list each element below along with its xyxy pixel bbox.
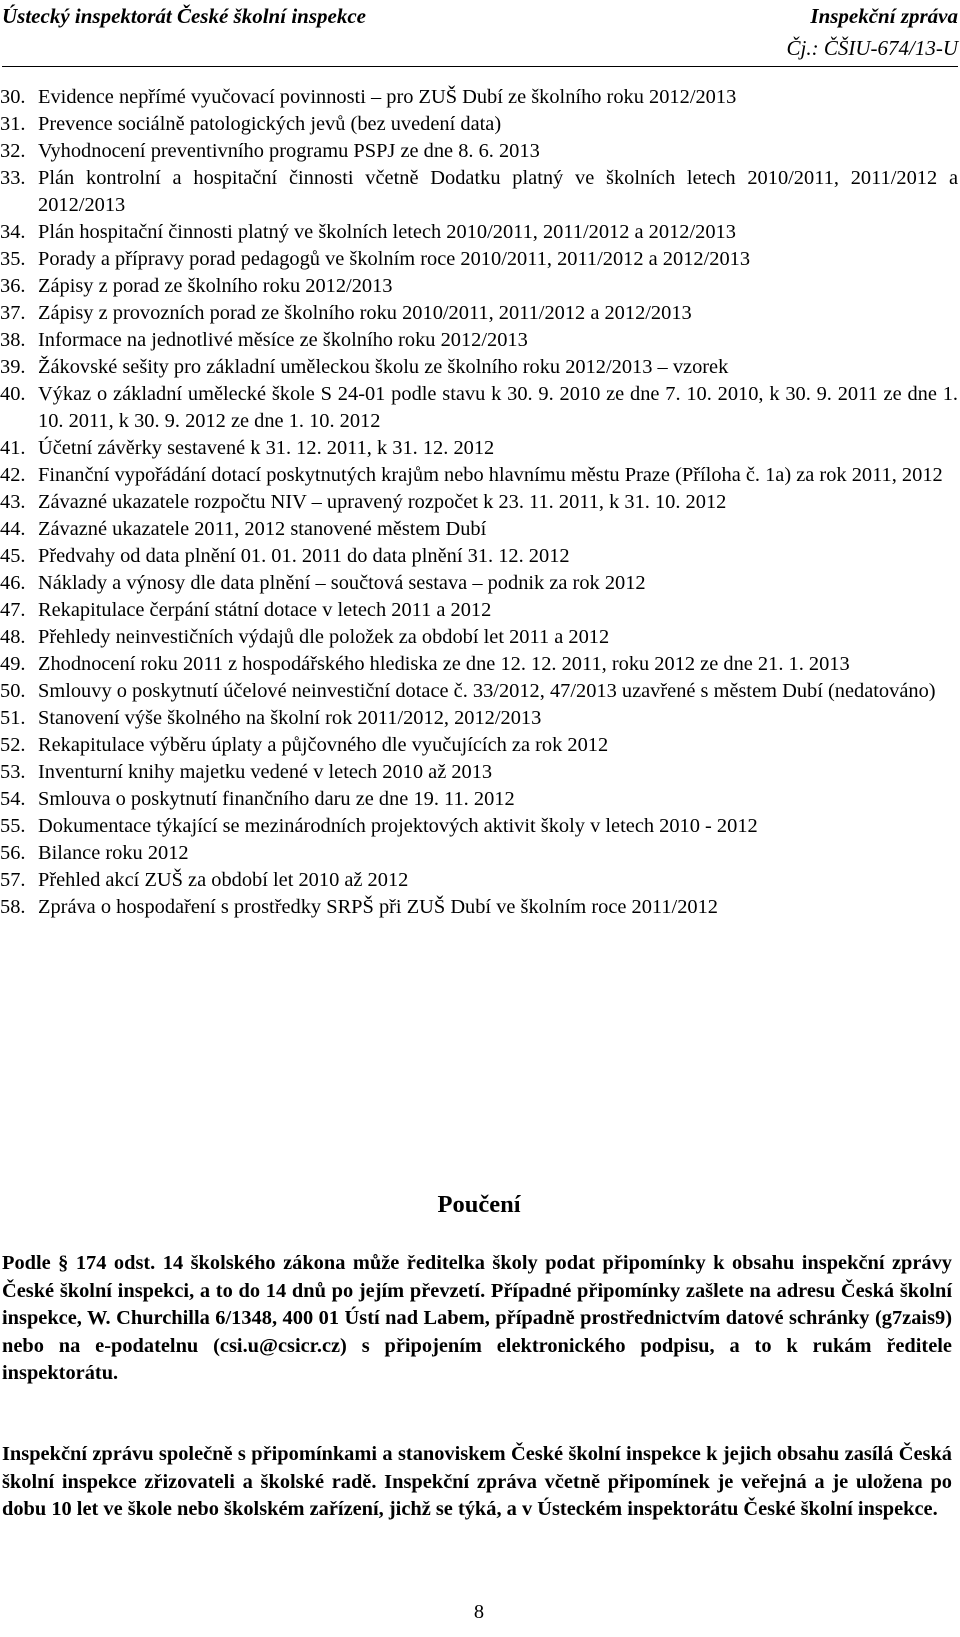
list-item-number: 42. [0, 464, 26, 486]
list-item-text: Plán hospitační činnosti platný ve školních letech 2010/2011, 2011/2012 a 2012/2013 [38, 221, 736, 243]
list-item [0, 327, 958, 354]
list-item-number: 47. [0, 599, 26, 621]
list-item [0, 273, 958, 300]
list-item-number: 32. [0, 140, 26, 162]
list-item-number: 43. [0, 491, 26, 513]
list-item-text: Finanční vypořádání dotací poskytnutých krajům nebo hlavnímu městu Praze (Příloha č. 1a) za rok 2011, 2012 [38, 464, 943, 486]
list-item [0, 786, 958, 813]
list-item-text: Smlouva o poskytnutí finančního daru ze dne 19. 11. 2012 [38, 788, 515, 810]
list-item [0, 219, 958, 246]
list-item [0, 354, 958, 381]
list-item-number: 56. [0, 842, 26, 864]
list-item-text: Přehledy neinvestičních výdajů dle položek za období let 2011 a 2012 [38, 626, 610, 648]
list-item-text: Informace na jednotlivé měsíce ze školního roku 2012/2013 [38, 329, 528, 351]
list-item-text: Zhodnocení roku 2011 z hospodářského hlediska ze dne 12. 12. 2011, roku 2012 ze dne 21. 1. 2013 [38, 653, 850, 675]
list-item [0, 543, 958, 570]
list-item-number: 51. [0, 707, 26, 729]
list-item-text: Výkaz o základní umělecké škole S 24-01 podle stavu k 30. 9. 2010 ze dne 7. 10. 2010, k 30. 9. 2011 ze dne 1. 10. 2011, k 30. 9. 2012 ze dne 1. 10. 2012 [38, 383, 958, 432]
list-item-text: Evidence nepřímé vyučovací povinnosti – pro ZUŠ Dubí ze školního roku 2012/2013 [38, 86, 737, 108]
list-item-number: 45. [0, 545, 26, 567]
list-item-number: 52. [0, 734, 26, 756]
list-item-number: 33. [0, 167, 26, 189]
list-item-text: Plán kontrolní a hospitační činnosti včetně Dodatku platný ve školních letech 2010/2011, 2011/2012 a 2012/2013 [38, 167, 958, 216]
list-item-number: 31. [0, 113, 26, 135]
list-item-text: Prevence sociálně patologických jevů (bez uvedení data) [38, 113, 502, 135]
list-item [0, 300, 958, 327]
list-item [0, 462, 958, 489]
list-item [0, 840, 958, 867]
list-item-number: 58. [0, 896, 26, 918]
document-list [0, 84, 958, 921]
list-item-text: Inventurní knihy majetku vedené v letech 2010 až 2013 [38, 761, 493, 783]
list-item-text: Bilance roku 2012 [38, 842, 189, 864]
header-document-title: Inspekční zpráva [810, 4, 958, 28]
list-item [0, 381, 958, 435]
list-item-number: 44. [0, 518, 26, 540]
list-item-number: 34. [0, 221, 26, 243]
list-item [0, 570, 958, 597]
list-item [0, 732, 958, 759]
list-item-number: 46. [0, 572, 26, 594]
list-item [0, 435, 958, 462]
list-item [0, 597, 958, 624]
list-item-number: 53. [0, 761, 26, 783]
list-item [0, 111, 958, 138]
list-item-text: Rekapitulace čerpání státní dotace v letech 2011 a 2012 [38, 599, 492, 621]
list-item-text: Předvahy od data plnění 01. 01. 2011 do data plnění 31. 12. 2012 [38, 545, 570, 567]
list-item-number: 50. [0, 680, 26, 702]
list-item-number: 36. [0, 275, 26, 297]
list-item-text: Náklady a výnosy dle data plnění – součtová sestava – podnik za rok 2012 [38, 572, 646, 594]
list-item [0, 165, 958, 219]
list-item-number: 40. [0, 383, 26, 405]
list-item [0, 813, 958, 840]
list-item-text: Porady a přípravy porad pedagogů ve školním roce 2010/2011, 2011/2012 a 2012/2013 [38, 248, 751, 270]
list-item-text: Zápisy z porad ze školního roku 2012/2013 [38, 275, 393, 297]
list-item [0, 651, 958, 678]
list-item [0, 138, 958, 165]
list-item-text: Rekapitulace výběru úplaty a půjčovného dle vyučujících za rok 2012 [38, 734, 609, 756]
instruction-paragraph-1: Podle § 174 odst. 14 školského zákona může ředitelka školy podat připomínky k obsahu inspekční zprávy České školní inspekci, a to do 14 dnů po jejím převzetí. Případné připomínky zašlete na adresu Česká školní inspekce, W. Churchilla 6/1348, 400 01 Ústí nad Labem, případně prostřednictvím datové schránky (g7zais9) nebo na e-podatelnu (csi.u@csicr.cz) s připojením elektronického podpisu, a to k rukám ředitele inspektorátu. [2, 1252, 952, 1385]
list-item-text: Závazné ukazatele rozpočtu NIV – upravený rozpočet k 23. 11. 2011, k 31. 10. 2012 [38, 491, 727, 513]
list-item-number: 37. [0, 302, 26, 324]
list-item [0, 489, 958, 516]
list-item-number: 55. [0, 815, 26, 837]
list-item [0, 516, 958, 543]
list-item-number: 41. [0, 437, 26, 459]
header-organization: Ústecký inspektorát České školní inspekce [2, 4, 366, 28]
list-item [0, 246, 958, 273]
list-item [0, 894, 958, 921]
list-item-text: Dokumentace týkající se mezinárodních projektových aktivit školy v letech 2010 - 2012 [38, 815, 758, 837]
header-reference-number: Čj.: ČŠIU-674/13-U [786, 36, 958, 60]
list-item [0, 759, 958, 786]
list-item [0, 705, 958, 732]
list-item-number: 48. [0, 626, 26, 648]
header-divider [2, 66, 958, 67]
list-item-number: 38. [0, 329, 26, 351]
list-item [0, 84, 958, 111]
list-item-number: 54. [0, 788, 26, 810]
list-item-number: 57. [0, 869, 26, 891]
list-item-text: Vyhodnocení preventivního programu PSPJ ze dne 8. 6. 2013 [38, 140, 540, 162]
list-item-text: Stanovení výše školného na školní rok 2011/2012, 2012/2013 [38, 707, 542, 729]
list-item-text: Účetní závěrky sestavené k 31. 12. 2011, k 31. 12. 2012 [38, 437, 495, 459]
page-number: 8 [473, 1601, 485, 1623]
list-item-number: 30. [0, 86, 26, 108]
page-header [2, 4, 958, 68]
list-item-text: Zpráva o hospodaření s prostředky SRPŠ při ZUŠ Dubí ve školním roce 2011/2012 [38, 896, 718, 918]
list-item-number: 35. [0, 248, 26, 270]
list-item-number: 49. [0, 653, 26, 675]
list-item-text: Žákovské sešity pro základní uměleckou školu ze školního roku 2012/2013 – vzorek [38, 356, 729, 378]
list-item [0, 624, 958, 651]
list-item-text: Závazné ukazatele 2011, 2012 stanovené městem Dubí [38, 518, 487, 540]
list-item [0, 678, 958, 705]
list-item-text: Smlouvy o poskytnutí účelové neinvestiční dotace č. 33/2012, 47/2013 uzavřené s městem Dubí (nedatováno) [38, 680, 936, 702]
list-item-number: 39. [0, 356, 26, 378]
list-item [0, 867, 958, 894]
list-item-text: Zápisy z provozních porad ze školního roku 2010/2011, 2011/2012 a 2012/2013 [38, 302, 692, 324]
instruction-paragraph-2: Inspekční zprávu společně s připomínkami a stanoviskem České školní inspekce k jejich obsahu zasílá Česká školní inspekce zřizovateli a školské radě. Inspekční zpráva včetně připomínek je veřejná a je uložena po dobu 10 let ve škole nebo školském zařízení, jichž se týká, a v Ústeckém inspektorátu České školní inspekce. [2, 1443, 952, 1521]
list-item-text: Přehled akcí ZUŠ za období let 2010 až 2012 [38, 869, 409, 891]
instruction-heading: Poučení [437, 1191, 521, 1218]
